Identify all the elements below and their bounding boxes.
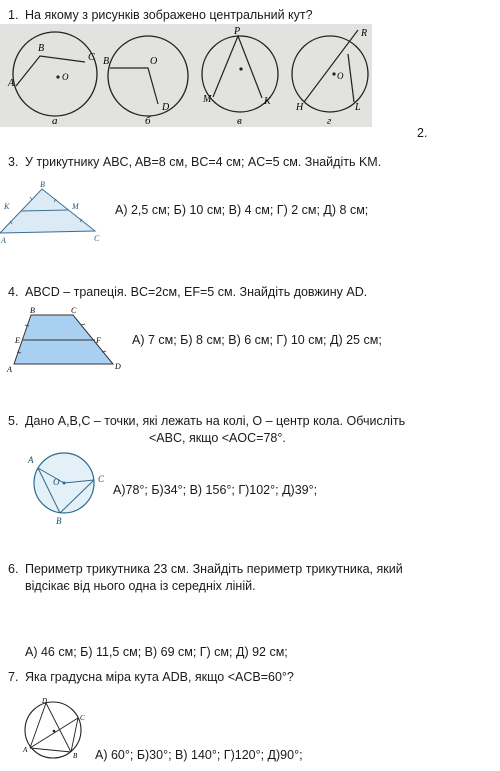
q1-circle-g: [292, 36, 368, 112]
q4-tick3: [81, 324, 85, 325]
q5-circle-svg: [18, 447, 112, 527]
q5-answers: А)78°; Б)34°; В) 156°; Г)102°; Д)39°;: [113, 483, 318, 497]
q1-label-g-L: L: [355, 102, 361, 113]
q5-center: [63, 482, 66, 485]
q7-answers: А) 60°; Б)30°; В) 140°; Г)120°; Д)90°;: [95, 748, 303, 762]
q7-line-CA: [30, 718, 78, 748]
q1-angle-v: [213, 36, 262, 98]
q4-figure: [5, 305, 127, 375]
q6-answers: А) 46 см; Б) 11,5 см; В) 69 см; Г) см; Д) 92 см;: [25, 645, 288, 659]
q1-center-v: [239, 67, 242, 70]
q1-label-a-C: C: [88, 52, 95, 63]
q1-caption-v: в: [237, 115, 242, 127]
q1-label-a-B: B: [38, 43, 45, 54]
q3-label-C: C: [94, 234, 100, 243]
q1-label-b-B: B: [103, 56, 110, 67]
q3-label-M: M: [72, 202, 79, 211]
q3-label-B: B: [40, 180, 45, 189]
q1-label-v-M: M: [203, 94, 212, 105]
q3-figure: [0, 177, 110, 245]
q5-text-line1: Дано A,B,C – точки, які лежать на колі, O – центр кола. Обчисліть: [25, 414, 406, 428]
q1-label-b-O: O: [150, 56, 158, 67]
q7-line-DB: [46, 703, 71, 752]
q5-text-line2: <ABC, якщо <AOC=78°.: [149, 431, 286, 445]
q7-number: 7.: [8, 670, 19, 684]
q1-label-a-A: A: [8, 78, 15, 89]
q7-line-AB: [30, 748, 71, 752]
q4-label-E: E: [15, 336, 20, 345]
q7-line-DA: [30, 703, 46, 748]
q4-text: ABCD – трапеція. BC=2см, EF=5 см. Знайдіть довжину AD.: [25, 285, 368, 299]
q1-chord-g: [348, 54, 354, 102]
q1-angle-a: [16, 56, 85, 86]
q5-label-C: C: [98, 474, 105, 484]
q1-center-a: [56, 75, 59, 78]
q7-label-D: D: [42, 698, 48, 705]
q7-label-A: A: [23, 746, 28, 754]
q3-label-A: A: [1, 236, 6, 245]
q1-text: На якому з рисунків зображено центральний кут?: [25, 8, 313, 22]
q4-trapezoid-svg: [5, 305, 127, 375]
q7-label-B: B: [73, 752, 78, 760]
q7-circle: [25, 702, 81, 758]
q1-caption-b: б: [145, 115, 151, 127]
q3-number: 3.: [8, 155, 19, 169]
q3-answers: А) 2,5 см; Б) 10 см; В) 4 см; Г) 2 см; Д) 8 см;: [115, 203, 369, 217]
q5-label-B: B: [56, 516, 62, 526]
q7-label-C: C: [80, 714, 85, 722]
q4-label-D: D: [115, 362, 121, 371]
q3-triangle: [0, 189, 95, 233]
q6-text-line1: Периметр трикутника 23 см. Знайдіть периметр трикутника, який: [25, 562, 403, 576]
q1-circles-svg: [0, 24, 372, 127]
q1-label-v-P: P: [234, 26, 241, 37]
q7-circle-svg: [20, 698, 90, 764]
q7-text: Яка градусна міра кута ADB, якщо <ACB=60°?: [25, 670, 294, 684]
q1-figure: [0, 24, 372, 127]
q1-number: 1.: [8, 8, 19, 22]
q5-number: 5.: [8, 414, 19, 428]
q3-triangle-svg: [0, 177, 110, 245]
q3-tick1: [30, 197, 32, 200]
q1-label-g-O: O: [337, 71, 344, 81]
q4-number: 4.: [8, 285, 19, 299]
q5-figure: [18, 447, 112, 527]
q1-label-g-R: R: [361, 28, 368, 39]
q6-number: 6.: [8, 562, 19, 576]
q1-circle-b: [108, 36, 188, 116]
q1-label-v-K: K: [264, 96, 271, 107]
q4-answers: А) 7 см; Б) 8 см; В) 6 см; Г) 10 см; Д) 25 см;: [132, 333, 382, 347]
q3-label-K: K: [4, 202, 10, 211]
q6-text-line2: відсікає від нього одна із середніх ліній.: [25, 579, 256, 593]
q4-label-B: B: [30, 306, 35, 315]
q2-number: 2.: [417, 126, 428, 140]
q7-figure: [20, 698, 90, 764]
q1-caption-a: а: [52, 115, 58, 127]
q3-text: У трикутнику ABC, AB=8 см, BC=4 см; AC=5 см. Знайдіть KM.: [25, 155, 382, 169]
q7-center: [53, 730, 56, 733]
q1-caption-g: г: [327, 115, 332, 127]
q7-line-CB: [71, 718, 78, 752]
q1-center-g: [332, 72, 335, 75]
q4-label-C: C: [71, 306, 77, 315]
q5-label-A: A: [28, 455, 34, 465]
q1-label-g-H: H: [296, 102, 304, 113]
q4-label-F: F: [96, 336, 101, 345]
q1-angle-b: [110, 68, 158, 104]
q5-label-O: O: [53, 477, 60, 487]
q1-label-a-O: O: [62, 72, 69, 82]
q4-label-A: A: [7, 365, 12, 374]
q1-label-b-D: D: [162, 102, 170, 113]
